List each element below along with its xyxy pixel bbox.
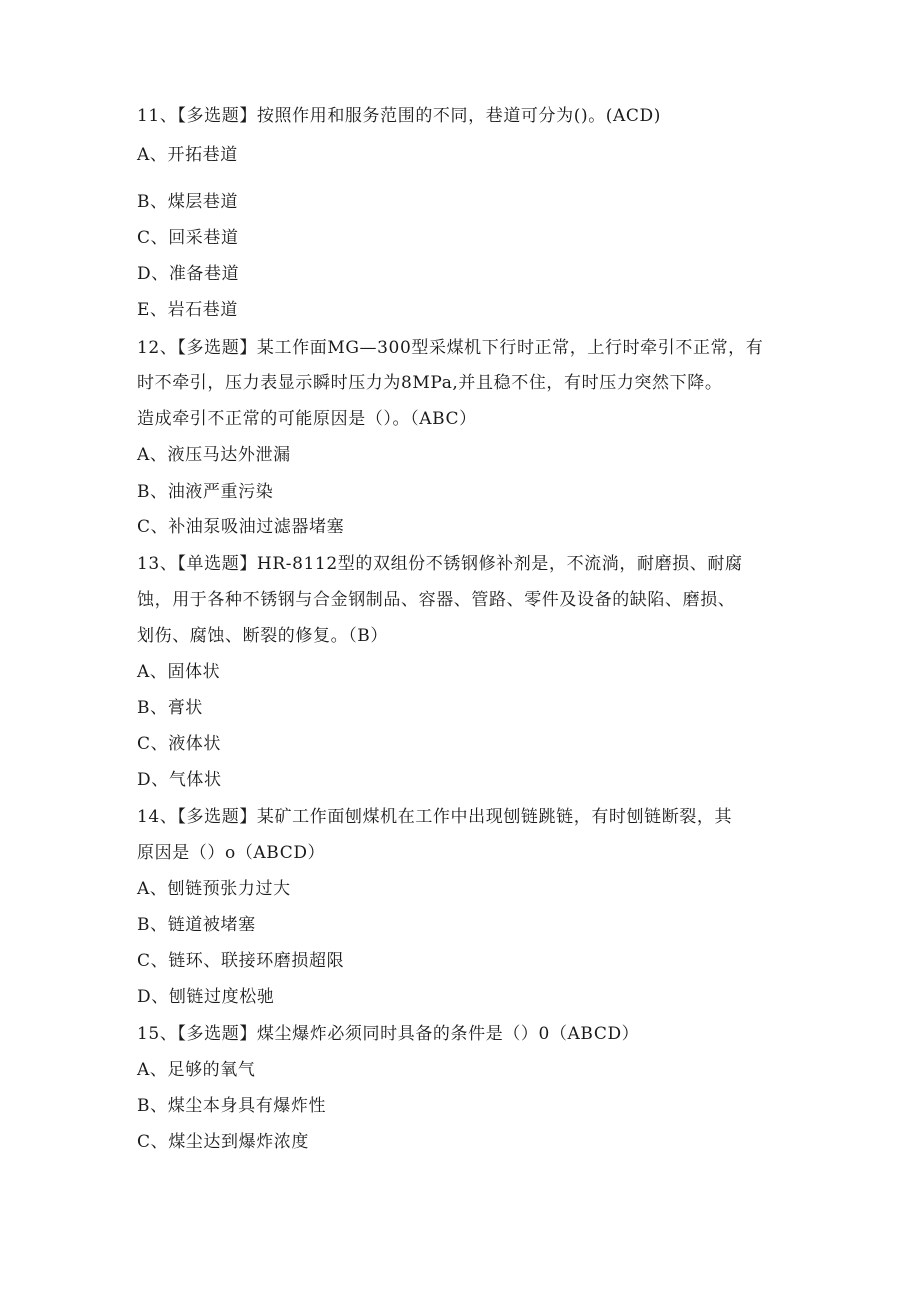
question-12-stem-line-1: 12、【多选题】某工作面MG—300型采煤机下行时正常，上行时牵引不正常，有 <box>137 338 764 358</box>
question-12-stem-line-3: 造成牵引不正常的可能原因是（）。（ABC） <box>137 409 477 429</box>
question-11-option-c: C、回采巷道 <box>137 228 239 248</box>
question-15-option-c: C、煤尘达到爆炸浓度 <box>137 1132 310 1152</box>
question-14-option-d: D、刨链过度松驰 <box>137 987 275 1007</box>
question-11-option-b: B、煤层巷道 <box>137 192 239 212</box>
question-11-option-d: D、准备巷道 <box>137 264 240 284</box>
question-12-option-c: C、补油泵吸油过滤器堵塞 <box>137 517 345 537</box>
question-13-stem-line-2: 蚀，用于各种不锈钢与合金钢制品、容器、管路、零件及设备的缺陷、磨损、 <box>137 590 736 610</box>
question-15-option-b: B、煤尘本身具有爆炸性 <box>137 1096 327 1116</box>
question-12-stem-line-2: 时不牵引，压力表显示瞬时压力为8MPa,并且稳不住，有时压力突然下降。 <box>137 373 723 393</box>
question-14-option-a: A、刨链预张力过大 <box>137 879 291 899</box>
question-13-option-a: A、固体状 <box>137 662 221 682</box>
question-13-stem-line-3: 划伤、腐蚀、断裂的修复。（B） <box>137 626 388 646</box>
question-12-option-a: A、液压马达外泄漏 <box>137 445 291 465</box>
question-13-stem-line-1: 13、【单选题】HR-8112型的双组份不锈钢修补剂是，不流淌，耐磨损、耐腐 <box>137 554 743 574</box>
question-13-option-b: B、膏状 <box>137 698 203 718</box>
question-11-option-e: E、岩石巷道 <box>137 300 239 320</box>
question-13-option-d: D、气体状 <box>137 770 222 790</box>
question-12-option-b: B、油液严重污染 <box>137 482 274 502</box>
question-13-option-c: C、液体状 <box>137 734 222 754</box>
question-14-stem-line-1: 14、【多选题】某矿工作面刨煤机在工作中出现刨链跳链，有时刨链断裂，其 <box>137 807 733 827</box>
question-14-stem-line-2: 原因是（）o（ABCD） <box>137 843 326 863</box>
question-11-stem: 11、【多选题】按照作用和服务范围的不同，巷道可分为()。(ACD) <box>137 106 661 126</box>
question-11-option-a: A、开拓巷道 <box>137 145 238 165</box>
question-15-option-a: A、足够的氧气 <box>137 1060 256 1080</box>
question-14-option-b: B、链道被堵塞 <box>137 915 256 935</box>
question-15-stem: 15、【多选题】煤尘爆炸必须同时具备的条件是（）0（ABCD） <box>137 1024 640 1044</box>
question-14-option-c: C、链环、联接环磨损超限 <box>137 951 345 971</box>
